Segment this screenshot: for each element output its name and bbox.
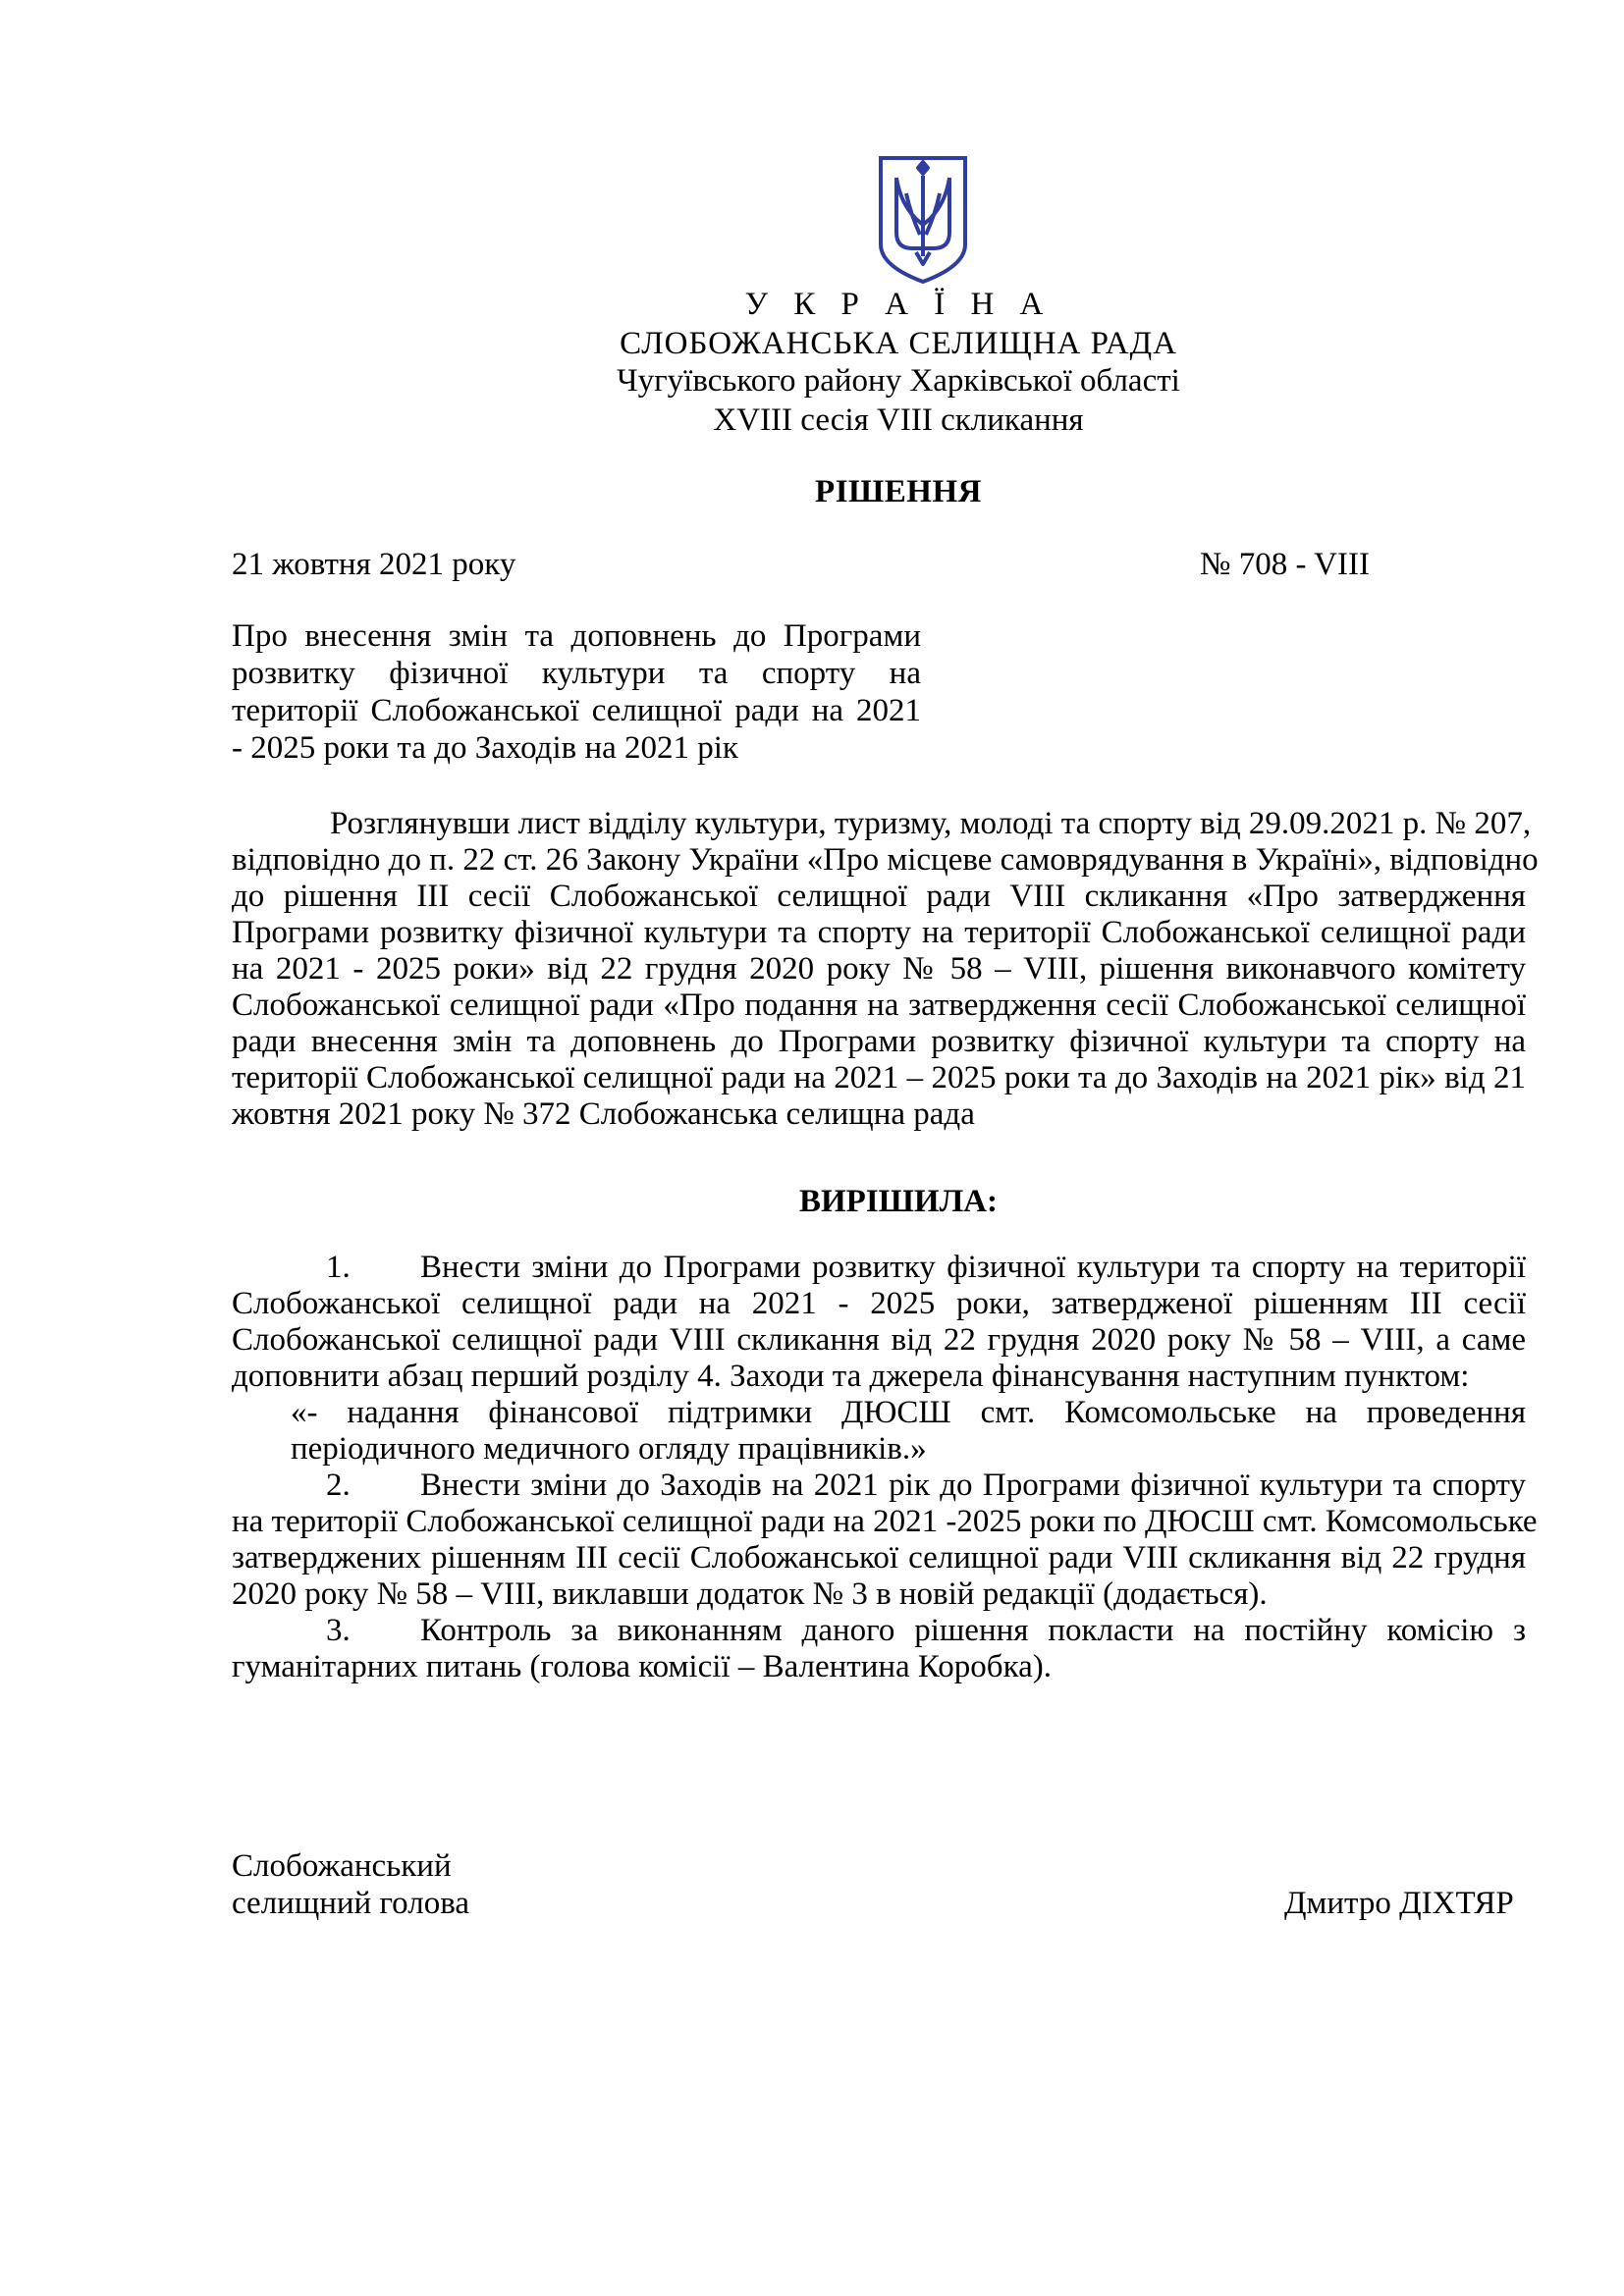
item-line: 2020 року № 58 – VIII, виклавши додаток № 3 в новій редакції (додається).: [232, 1576, 1268, 1612]
subject-line: Про внесення змін та доповнень до Програми: [232, 618, 921, 654]
document-title: РІШЕННЯ: [815, 474, 982, 509]
item-line: Слобожанської селищної ради VIII скликання від 22 грудня 2020 року № 58 – VIII, а саме: [232, 1322, 1526, 1358]
preamble-line: Слобожанської селищної ради «Про подання на затвердження сесії Слобожанської селищної: [232, 988, 1526, 1023]
item-text: Внести зміни до Заходів на 2021 рік до Програми фізичної культури та спорту: [420, 1468, 1526, 1503]
item-line: гуманітарних питань (голова комісії – Валентина Коробка).: [232, 1649, 1053, 1684]
preamble-line: жовтня 2021 року № 372 Слобожанська селищна рада: [232, 1096, 975, 1132]
item-number: 2.: [326, 1468, 351, 1503]
preamble-line: території Слобожанської селищної ради на 2021 – 2025 роки та до Заходів на 2021 рік» від 21: [232, 1060, 1526, 1095]
decision-items: [232, 1250, 1538, 1685]
trident-coat-of-arms-icon: [877, 154, 969, 286]
preamble-paragraph: [232, 806, 1539, 1133]
subject-line: розвитку фізичної культури та спорту на: [232, 656, 921, 691]
subject-line: території Слобожанської селищної ради на 2021: [232, 693, 921, 728]
signatory-title-line: Слобожанський: [232, 1848, 452, 1884]
item-2-first-line: [232, 1468, 1526, 1504]
preamble-line: ради внесення змін та доповнень до Програми розвитку фізичної культури та спорту на: [232, 1024, 1526, 1059]
district-heading: Чугуївського району Харківської області: [617, 363, 1180, 399]
preamble-line: до рішення ІІІ сесії Слобожанської селищної ради VIII скликання «Про затвердження: [232, 879, 1526, 914]
item-number: 3.: [326, 1613, 351, 1648]
decision-number: № 708 - VIII: [1200, 547, 1370, 582]
item-number: 1.: [326, 1250, 351, 1285]
decision-subject: [232, 617, 921, 767]
country-heading: У К Р А Ї Н А: [744, 287, 1053, 322]
item-text: Внести зміни до Програми розвитку фізичної культури та спорту на території: [420, 1250, 1526, 1285]
item-3-first-line: [232, 1613, 1526, 1649]
preamble-line: на 2021 - 2025 роки» від 22 грудня 2020 року № 58 – VIII, рішення виконавчого комітету: [232, 951, 1526, 987]
signatory-name: Дмитро ДІХТЯР: [1284, 1886, 1514, 1921]
item-text: Контроль за виконанням даного рішення покласти на постійну комісію з: [420, 1613, 1526, 1648]
item-line: Слобожанської селищної ради на 2021 - 2025 роки, затвердженої рішенням ІІІ сесії: [232, 1286, 1526, 1321]
preamble-line: відповідно до п. 22 ст. 26 Закону України «Про місцеве самоврядування в Україні», відповідно: [232, 842, 1539, 878]
preamble-line: Програми розвитку фізичної культури та спорту на території Слобожанської селищної ради: [232, 915, 1526, 950]
preamble-line: Розглянувши лист відділу культури, туризму, молоді та спорту від 29.09.2021 р. № 207,: [330, 806, 1532, 841]
decided-heading: ВИРІШИЛА:: [799, 1184, 998, 1219]
item-line: затверджених рішенням ІІІ сесії Слобожанської селищної ради VIII скликання від 22 грудня: [232, 1540, 1526, 1575]
signatory-title: [232, 1847, 469, 1922]
quote-line: періодичного медичного огляду працівників.»: [291, 1431, 927, 1467]
item-1-first-line: [232, 1250, 1526, 1286]
session-heading: XVIII сесія VIII скликання: [713, 402, 1084, 438]
item-line: на території Слобожанської селищної ради на 2021 -2025 роки по ДЮСШ смт. Комсомольське: [232, 1504, 1538, 1539]
item-line: доповнити абзац перший розділу 4. Заходи та джерела фінансування наступним пунктом:: [232, 1359, 1470, 1394]
council-heading: СЛОБОЖАНСЬКА СЕЛИЩНА РАДА: [620, 326, 1177, 361]
signatory-title-line: селищний голова: [232, 1886, 470, 1921]
decision-date: 21 жовтня 2021 року: [232, 547, 516, 582]
quote-line: «- надання фінансової підтримки ДЮСШ смт. Комсомольське на проведення: [291, 1395, 1526, 1430]
subject-line: - 2025 роки та до Заходів на 2021 рік: [232, 730, 738, 766]
